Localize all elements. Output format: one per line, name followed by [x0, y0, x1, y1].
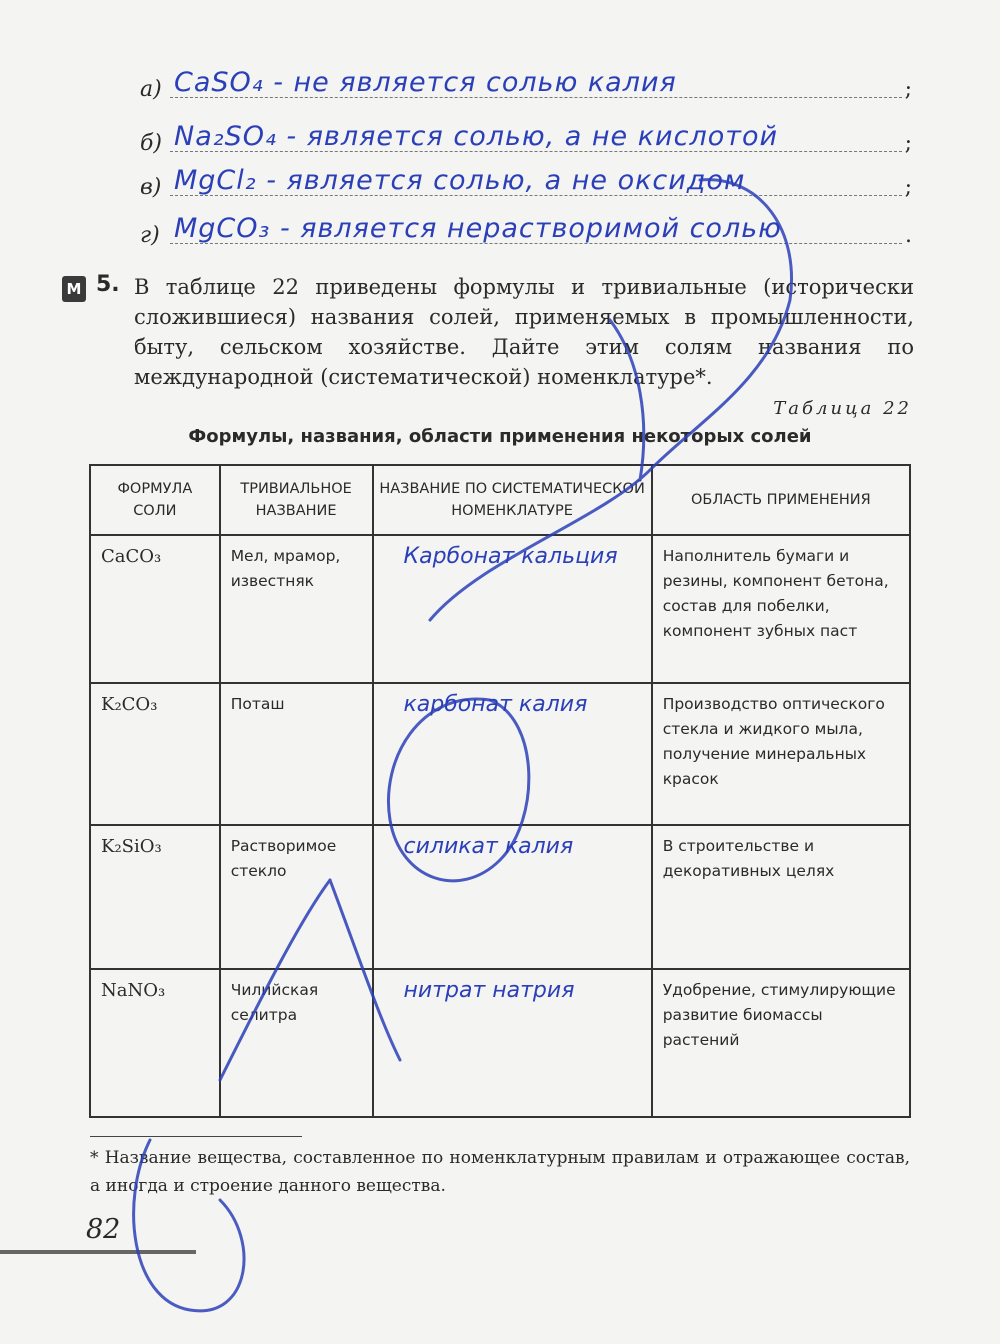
cell-formula: NaNO₃	[90, 969, 220, 1117]
cell-systematic-answer[interactable]: Карбонат кальция	[373, 535, 652, 683]
answer-row-a	[140, 66, 920, 108]
answer-letter: в)	[140, 175, 162, 200]
answer-handwriting[interactable]: CaSO₄ - не является солью калия	[174, 67, 677, 98]
cell-trivial: Поташ	[220, 683, 373, 825]
answer-letter: г)	[140, 223, 160, 248]
footnote: * Название вещества, составленное по номенклатурным правилам и отражающее состав, а иногда и строение данного вещества.	[90, 1148, 910, 1196]
answer-handwriting[interactable]: Na₂SO₄ - является солью, а не кислотой	[174, 121, 779, 152]
header-trivial: ТРИВИАЛЬНОЕ НАЗВАНИЕ	[220, 465, 373, 535]
task-number: 5.	[96, 272, 120, 297]
answer-row-b	[140, 120, 920, 162]
task-text: В таблице 22 приведены формулы и тривиальные (исторически сложившиеся) названия солей, применяемых в промышленности, быту, сельском хозяйстве. Дайте этим солям названия по международной (систематической) номенклатуре*.	[134, 275, 914, 389]
table-caption: Таблица 22	[773, 398, 912, 419]
cell-systematic-answer[interactable]: нитрат натрия	[373, 969, 652, 1117]
header-usage: ОБЛАСТЬ ПРИМЕНЕНИЯ	[652, 465, 910, 535]
cell-trivial: Чилийская селитра	[220, 969, 373, 1117]
answer-row-v	[140, 164, 920, 206]
page-number: 82	[86, 1214, 121, 1245]
cell-usage: В строительстве и декоративных целях	[652, 825, 910, 969]
cell-usage: Удобрение, стимулирующие развитие биомассы растений	[652, 969, 910, 1117]
answer-punctuation: ;	[904, 175, 912, 200]
task-badge-icon: М	[62, 276, 86, 302]
cell-systematic-answer[interactable]: карбонат калия	[373, 683, 652, 825]
cell-systematic-answer[interactable]: силикат калия	[373, 825, 652, 969]
cell-formula: K₂CO₃	[90, 683, 220, 825]
page-number-bar	[0, 1250, 196, 1254]
answer-letter: а)	[140, 77, 162, 102]
answer-handwriting[interactable]: MgCl₂ - является солью, а не оксидом	[174, 165, 746, 196]
salts-table	[89, 464, 911, 1118]
cell-usage: Наполнитель бумаги и резины, компонент бетона, состав для побелки, компонент зубных паст	[652, 535, 910, 683]
cell-formula: K₂SiO₃	[90, 825, 220, 969]
footnote-divider	[90, 1136, 302, 1137]
table-row	[90, 969, 910, 1117]
table-row	[90, 535, 910, 683]
table-title: Формулы, названия, области применения некоторых солей	[188, 426, 812, 447]
cell-formula: CaCO₃	[90, 535, 220, 683]
cell-trivial: Мел, мрамор, известняк	[220, 535, 373, 683]
answer-letter: б)	[140, 131, 163, 156]
table-row	[90, 683, 910, 825]
answer-handwriting[interactable]: MgCO₃ - является нерастворимой солью	[174, 213, 782, 244]
answer-punctuation: ;	[904, 77, 912, 102]
answer-row-g	[140, 212, 920, 254]
table-row	[90, 825, 910, 969]
cell-usage: Производство оптического стекла и жидкого мыла, получение минеральных красок	[652, 683, 910, 825]
cell-trivial: Растворимое стекло	[220, 825, 373, 969]
answer-punctuation: .	[905, 223, 912, 248]
answer-punctuation: ;	[904, 131, 912, 156]
table-header-row	[90, 465, 910, 535]
header-formula: ФОРМУЛА СОЛИ	[90, 465, 220, 535]
header-systematic: НАЗВАНИЕ ПО СИСТЕМАТИЧЕСКОЙ НОМЕНКЛАТУРЕ	[373, 465, 652, 535]
